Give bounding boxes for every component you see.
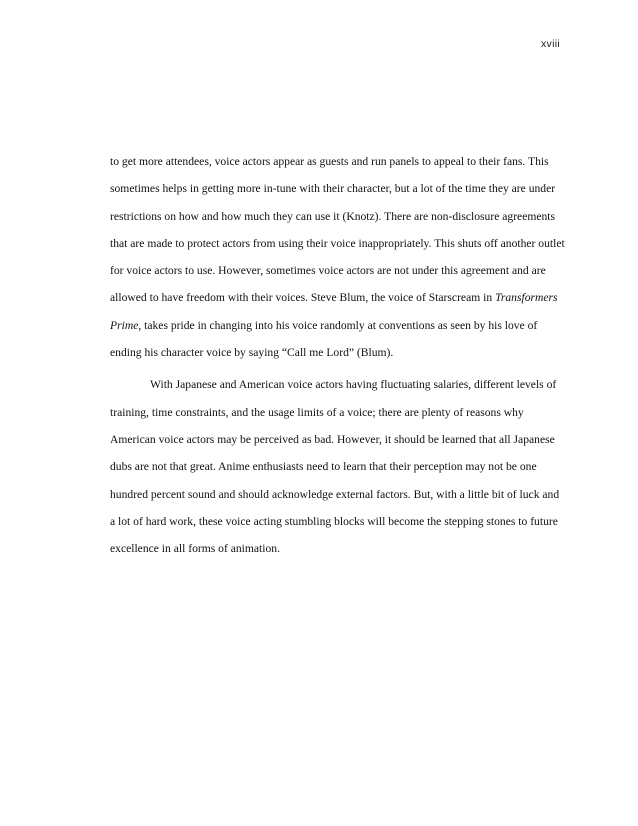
body-text [110, 148, 565, 562]
paragraph-2-text: With Japanese and American voice actors having fluctuating salaries, different levels of training, time constraints, and the usage limits of a voice; there are plenty of reasons why American voice actors may be perceived as bad. However, it should be learned that all Japanese dubs are not that great. Anime enthusiasts need to learn that their perception may not be one hundred percent sound and should acknowledge external factors. But, with a little bit of luck and a lot of hard work, these voice acting stumbling blocks will become the stepping stones to future excellence in all forms of animation. [110, 378, 560, 556]
paragraph-1-title-italic: Transformers Prime, [110, 291, 558, 332]
paragraph-1 [110, 148, 565, 366]
paragraph-1-text-b: takes pride in changing into his voice randomly at conventions as seen by his love of ending his character voice by saying “Call me Lord” (Blum). [110, 318, 538, 360]
paragraph-2 [110, 371, 565, 562]
paragraph-1-text-a: to get more attendees, voice actors appear as guests and run panels to appeal to their fans. This sometimes helps in getting more in-tune with their character, but a lot of the time they are under restrictions on how and how much they can use it (Knotz). There are non-disclosure agreements that are made to protect actors from using their voice inappropriately. This shuts off another outlet for voice actors to use. However, sometimes voice actors are not under this agreement and are allowed to have freedom with their voices. Steve Blum, the voice of Starscream in [110, 155, 565, 305]
page-number: xviii [541, 38, 560, 50]
